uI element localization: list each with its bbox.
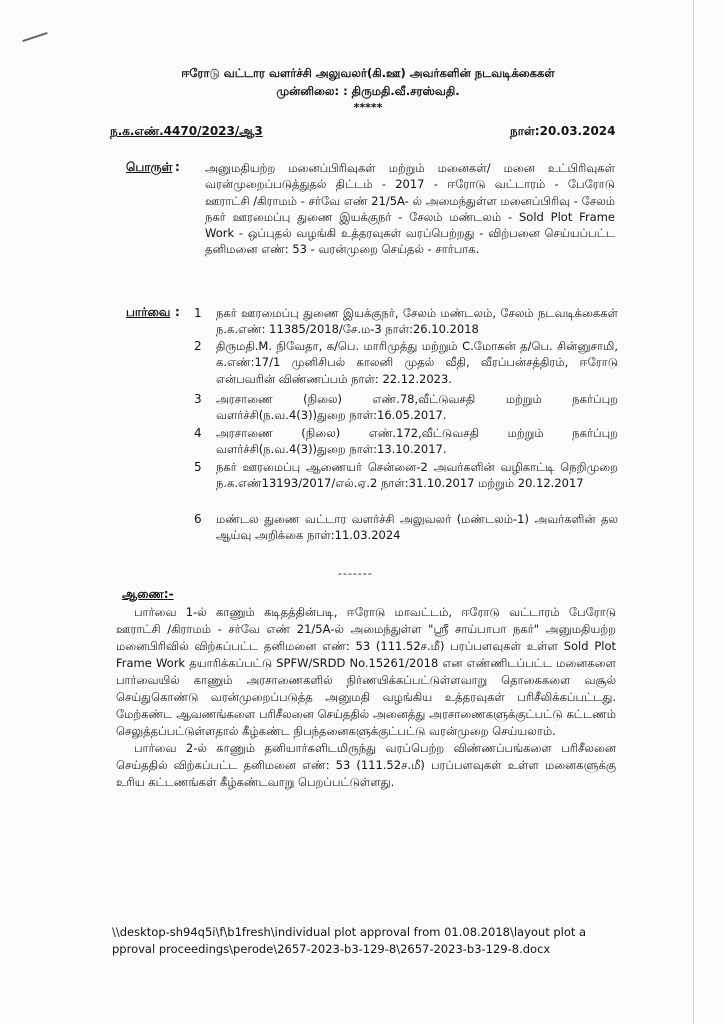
subject-colon: : <box>175 160 180 174</box>
references-label: பார்வை <box>126 305 171 319</box>
reference-text: அரசாணை (நிலை) எண்.78,வீட்டுவசதி மற்றும் நகர்ப்புற வளர்ச்சி(ந.வ.4(3))துறை நாள்:16.05.2017. <box>216 392 618 423</box>
reference-item <box>194 459 618 511</box>
reference-item <box>194 425 618 459</box>
reference-number-label: 2 <box>194 339 202 353</box>
subject-text: அனுமதியற்ற மனைப்பிரிவுகள் மற்றும் மனைகள்/ மனை உட்பிரிவுகள் வரன்முறைப்படுத்துதல் திட்டம் - 2017 - ஈரோடு வட்டாரம் - பேரோடு ஊராட்சி /கிராமம் - சர்வே எண் 21/5A- ல் அமைந்துள்ள மனைப்பிரிவு - சேலம் நகர் ஊரமைப்பு துணை இயக்குநர் - சேலம் மண்டலம் - Sold Plot Frame Work - ஒப்புதல் வழங்கி உத்தரவுகள் வரப்பெற்றது - விற்பனை செய்யப்பட்ட தனிமனை எண்: 53 - வரன்முறை செய்தல் - சார்பாக. <box>205 161 615 257</box>
reference-number-label: 5 <box>194 460 202 474</box>
reference-number-label: 3 <box>194 392 202 406</box>
reference-item <box>194 305 618 338</box>
reference-text: நகர் ஊரமைப்பு துணை இயக்குநர், சேலம் மண்டலம், சேலம் நடவடிக்கைகள் ந.க.எண்: 11385/2018/சே.ம-3 நாள்:26.10.2018 <box>216 306 618 337</box>
reference-text: நகர் ஊரமைப்பு ஆணையர் சென்னை-2 அவர்களின் வழிகாட்டி நெறிமுறை ந.க.எண்13193/2017/எல்.ஏ.2 நாள்:31.10.2017 மற்றும் 20.12.2017 <box>216 460 618 491</box>
reference-item <box>194 391 618 425</box>
subject-label: பொருள் <box>126 160 173 174</box>
reference-number-label: 6 <box>194 512 202 526</box>
header-stars: ***** <box>353 101 383 114</box>
reference-number-label: 4 <box>194 426 202 440</box>
reference-number-label: 1 <box>194 306 202 320</box>
section-separator: ------- <box>338 567 373 580</box>
presiding-officer: முன்னிலை: : திருமதி.வீ.சரஸ்வதி. <box>276 84 460 98</box>
references-list <box>194 305 618 545</box>
scan-mark <box>22 32 47 42</box>
reference-number: ந.க.எண்.4470/2023/ஆ3 <box>110 124 263 138</box>
office-title: ஈரோடு வட்டார வளர்ச்சி அலுவலர்(கி.ஊ) அவர்களின் நடவடிக்கைகள் <box>181 66 555 80</box>
reference-item <box>194 338 618 391</box>
footer-file-path: \\desktop-sh94q5i\f\b1fresh\individual plot approval from 01.08.2018\layout plot approval proceedings\perode\2657-2023-b3-129-8\2657-2023-b3-129-8.docx <box>112 925 587 956</box>
reference-item <box>194 511 618 545</box>
scan-edge-line <box>693 0 694 1024</box>
order-paragraph-2: பார்வை 2-ல் காணும் தனியார்களிடமிருந்து வரப்பெற்ற விண்ணப்பங்களை பரிசீலனை செய்ததில் விற்கப்பட்ட தனிமனை எண்: 53 (111.52ச.மீ) பரப்பளவுகள் உள்ள மனைகளுக்கு உரிய கட்டணங்கள் கீழ்கண்டவாறு பெறப்பட்டுள்ளது. <box>116 741 616 789</box>
reference-text: திருமதி.M. நிவேதா, க/பெ. மாரிமுத்து மற்றும் C.மோகன் த/பெ. சின்னுசாமி, க.எண்:17/1 முனிசிபல் காலனி முதல் வீதி, வீரப்பன்சத்திரம், ஈரோடு என்பவரின் விண்ணப்பம் நாள்: 22.12.2023. <box>216 339 618 386</box>
order-paragraph-1: பார்வை 1-ல் காணும் கடிதத்தின்படி, ஈரோடு மாவட்டம், ஈரோடு வட்டாரம் பேரோடு ஊராட்சி /கிராமம் - சர்வே எண் 21/5A-ல் அமைந்துள்ள "ஸ்ரீ சாய்பாபா நகர்" அனுமதியற்ற மனைபிரிவில் விற்கப்பட்ட தனிமனை எண்: 53 (111.52ச.மீ) பரப்பளவுகள் உள்ள Sold Plot Frame Work தயாரிக்கப்பட்டு SPFW/SRDD No.15261/2018 என எண்ணிடப்பட்ட மனைகளை பார்வையில் காணும் அரசாணைகளில் நிர்ணயிக்கப்பட்டுள்ளவாறு தொகைகளை வசூல் செய்துகொண்டு வரன்முறைப்படுத்த அனுமதி வழங்கிய உத்தரவுகள் பரிசீலிக்கப்பட்டது. மேற்கண்ட ஆவணங்களை பரிசீலனை செய்ததில் அனைத்து அரசாணைகளுக்குட்பட்டு கட்டணம் செலுத்தப்பட்டுள்ளதால் கீழ்கண்ட நிபந்தனைகளுக்குட்பட்டு வரன்முறை செய்யலாம். <box>116 605 616 738</box>
reference-text: அரசாணை (நிலை) எண்.172,வீட்டுவசதி மற்றும் நகர்ப்புற வளர்ச்சி(ந.வ.4(3))துறை நாள்:13.10.2017. <box>216 426 618 457</box>
order-body <box>116 604 616 791</box>
document-date: நாள்:20.03.2024 <box>510 124 616 138</box>
reference-text: மண்டல துணை வட்டார வளர்ச்சி அலுவலர் (மண்டலம்-1) அவர்களின் தல ஆய்வு அறிக்கை நாள்:11.03.2024 <box>216 512 618 543</box>
order-label: ஆணை:- <box>122 587 174 601</box>
references-colon: : <box>175 305 180 319</box>
